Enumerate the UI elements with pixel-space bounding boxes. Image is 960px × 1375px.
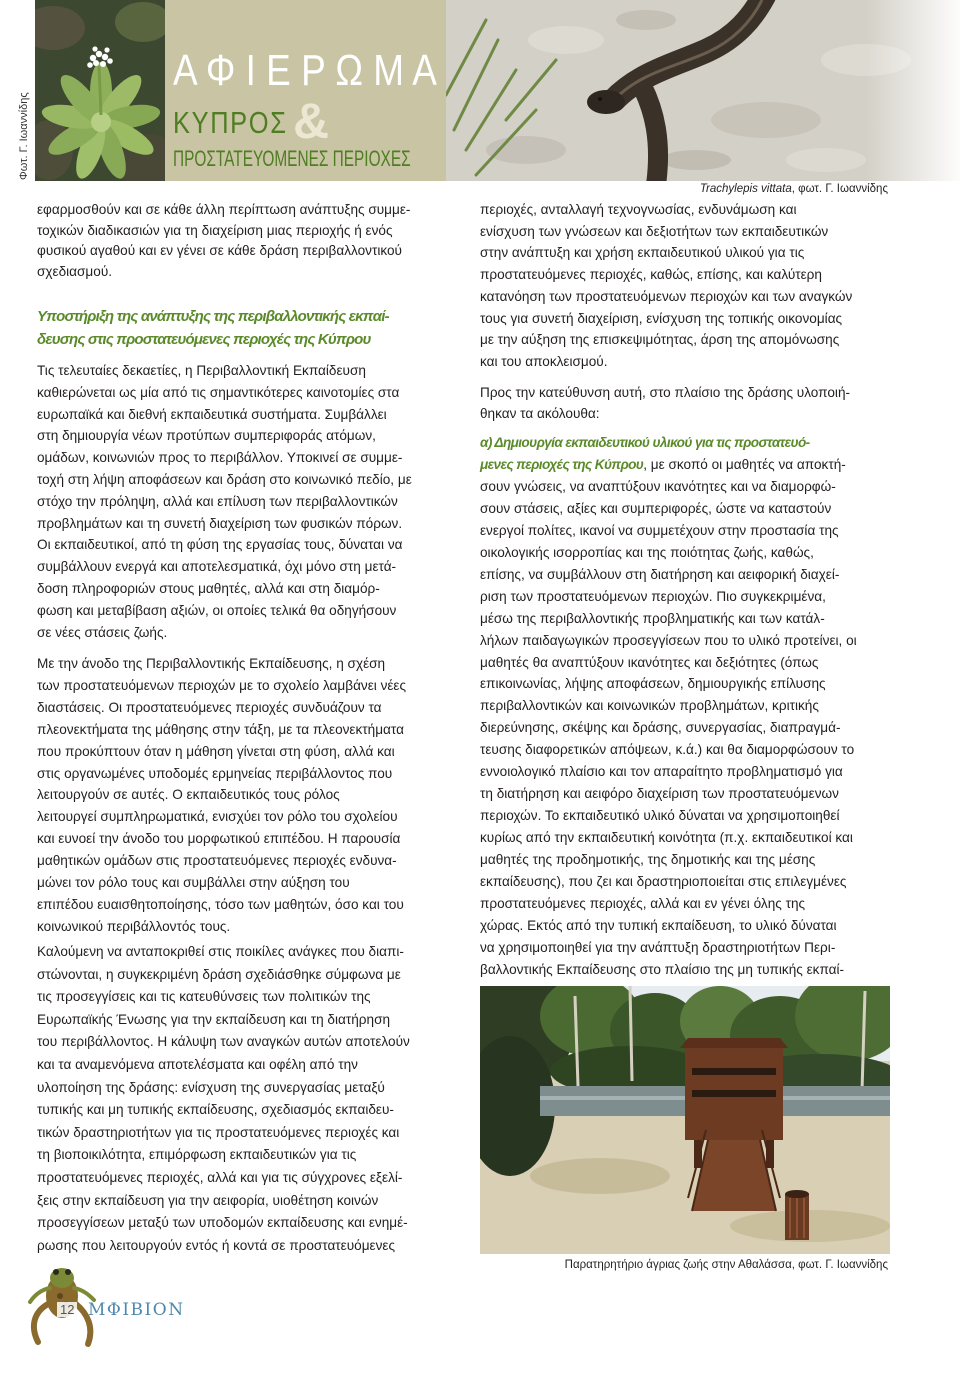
text-line: οικολογικής ισορροπίας και της ποιότητας ζωής, καθώς, [480,544,814,560]
text-line: ομάδων, κοινωνιών προς το περιβάλλον. Υποκινεί σε συμμε- [37,450,403,466]
text-line: στη δημιουργία νέων προτύπων συμπεριφοράς ατόμων, [37,428,376,444]
text-line: χώρας. Εκτός από την τυπική εκπαίδευση, το υλικό δύναται [480,917,837,933]
text-line: προβλημάτων και τη συνετή διαχείριση των φυσικών πόρων. [37,515,403,531]
text-line: και ευνοεί την άνοδο του μορφωτικού επιπέδου. Η παρουσία [37,831,401,847]
text-line: τη βιοποικιλότητα, επιμόρφωση εκπαιδευτικών για τις [37,1147,357,1163]
text-line: λειτουργούν σε αυτές. Ο εκπαιδευτικός τους ρόλος [37,787,340,803]
text-line: εννοιολογικό πλαίσιο και τον απαραίτητο προβληματισμό για [480,764,843,780]
skink-photo-caption [700,183,888,195]
text-line: μαθητικών ομάδων στις προστατευόμενες περιοχές ενδυνα- [37,853,397,869]
text-line: και τα αναμενόμενα αποτελέσματα και οφέλη από την [37,1056,358,1072]
text-line: περιβαλλοντικών και κοινωνικών προβλημάτων, κριτικής [480,698,819,714]
text-line: διερεύνησης, σκέψης και δράσης, συνεργασίας, διαπραγμά- [480,720,841,736]
text-line: βαλλοντικής Εκπαίδευσης στο πλαίσιο της μη τυπικής εκπαί- [480,961,845,977]
text-line: στις οργανωμένες υποδομές ερμηνείας περιβάλλοντος που [37,765,393,781]
plant-photo-credit: Φωτ. Γ. Ιωαννίδης [18,92,30,180]
text-line: στόχο την πρόληψη, αλλά και επίλυση των περιβαλλοντικών [37,493,398,509]
text-line: προσεγγίσεων μεταξύ των υποδομών εκπαίδευσης και ενημέ- [37,1215,408,1231]
text-line: με την αύξηση της επισκεψιμότητας, άρση της απομόνωσης [480,332,840,348]
text-line: Οι εκπαιδευτικοί, από τη φύση της εργασίας τους, δύναται να [37,537,403,553]
text-line: κυρίως από την εκπαιδευτική κοινότητα (π.χ. εκπαιδευτικοί και [480,830,853,846]
text-line: φωση και μεταβίβαση αξιών, οι οποίες τελικά θα οδηγήσουν [37,602,397,618]
paragraph-2 [37,653,447,938]
text-line: των προστατευόμενων περιοχών με το σχολείο λαμβάνει νέες [37,677,407,693]
text-line: τυπικής και μη τυπικής εκπαίδευσης, σχεδιασμός εκπαιδευ- [37,1102,394,1118]
text-line: επικοινωνίας, λήψης αποφάσεων, δημιουργικής επίλυσης [480,676,826,692]
text-line: σχεδιασμού. [37,263,113,279]
page-number: 12 [57,1302,77,1317]
text-line: μέσω της περιβαλλοντικής προβληματικής και των κατάλ- [480,610,825,626]
title-cyprus: ΚΥΠΡΟΣ [173,105,288,140]
text-line: εφαρμοσθούν και σε κάθε άλλη περίπτωση ανάπτυξης συμμε- [37,202,411,217]
text-line: ευρωπαϊκά και διεθνή εκπαιδευτικά συστήματα. Συμβάλλει [37,406,387,422]
section-title: Α Φ Ι Ε Ρ Ω Μ Α [173,46,437,95]
item-a-first-line-rest: , με σκοπό οι μαθητές να αποκτή- [643,456,846,472]
text-line: ξεις στην εκπαίδευση για την αειφορία, υιοθέτηση κοινών [37,1192,379,1208]
paragraph-3 [37,941,447,1257]
right-paragraph-1 [480,199,890,373]
text-line: που προκύπτουν όταν η μάθηση γίνεται στη φύση, αλλά και [37,743,395,759]
observatory-photo [480,986,890,1254]
text-line: στώνονται, η συγκεκριμένη δράση σχεδιάσθηκε σύμφωνα με [37,966,401,982]
text-line: δοση πληροφοριών στους μαθητές, αλλά και στη διαμόρ- [37,580,380,596]
text-line: σε νέες στάσεις ζωής. [37,624,168,640]
text-line: Με την άνοδο της Περιβαλλοντικής Εκπαίδευσης, η σχέση [37,656,386,671]
text-line: να χρησιμοποιηθεί για την ανάπτυξη δραστηριοτήτων Περι- [480,939,836,955]
text-line: στην ανάπτυξη και χρήση εκπαιδευτικού υλικού για τις [480,245,805,261]
text-line: φυσικού αγαθού και εν γένει σε κάθε δράση περιβαλλοντικού [37,243,402,259]
intro-paragraph [37,200,447,282]
text-line: ρωσης που λειτουργούν εντός ή κοντά σε προστατευόμενες [37,1237,396,1253]
text-line: μώνει τον ρόλο τους και συμβάλλει στην αύξηση του [37,875,350,891]
text-line: περιοχών. Το εκπαιδευτικό υλικό δύναται να χρησιμοποιηθεί [480,808,840,824]
text-line: τοχικών διαδικασιών για τη διαχείριση μιας περιοχής ή ενός [37,222,393,238]
text-line: ενίσχυση των γνώσεων και δεξιοτήτων των εκπαιδευτικών [480,223,829,239]
text-line: πλεονεκτήματα της μάθησης στην τάξη, με τα πλεονεκτήματα [37,721,404,737]
text-line: και του αποκλεισμού. [480,353,608,369]
text-line: θηκαν τα ακόλουθα: [480,406,600,421]
text-line: κατανόηση των προστατευόμενων περιοχών και των αναγκών [480,288,853,304]
text-line: Ευρωπαϊκής Ένωσης για την εκπαίδευση και τη διατήρηση [37,1011,391,1027]
item-a-heading-line [480,432,890,454]
trash-bin [785,1190,809,1240]
paragraph-1 [37,360,447,643]
item-a-body [480,476,890,981]
text-line: υλοποίηση της δράσης: ενίσχυση της συνεργασίας μεταξύ [37,1079,385,1095]
text-line: προστατευόμενες περιοχές, αλλά και εν γένει όλης της [480,896,806,912]
text-line: μαθητές της προδημοτικής, της δημοτικής και της μέσης [480,852,816,868]
text-line: συμβάλλουν ενεργά και αποτελεσματικά, όχι μόνο στη μετά- [37,559,397,575]
item-a-heading-line [480,454,890,476]
title-protected-areas: ΠΡΟΣΤΑΤΕΥΟΜΕΝΕΣ ΠΕΡΙΟΧΕΣ [173,146,411,171]
text-line: διαστάσεις. Οι προστατευόμενες περιοχές συνδυάζουν τα [37,699,382,715]
section-heading [37,305,447,351]
text-line: τη διατήρηση και αειφόρο διαχείριση των προστατευόμενων [480,786,839,802]
text-line: κοινωνικού περιβάλλοντός τους. [37,918,231,934]
text-line: ριση των προστατευόμενων περιοχών. Πιο συγκεκριμένα, [480,588,826,604]
text-line: περιοχές, ανταλλαγή τεχνογνωσίας, ενδυνάμωση και [480,202,797,217]
section-header [165,0,446,181]
text-line: ενεργοί πολίτες, ικανοί να συμμετέχουν στην προστασία της [480,522,839,538]
item-a [480,432,890,981]
text-line: τικών δραστηριοτήτων για τις προστατευόμενες περιοχές και [37,1124,400,1140]
text-line: τευσης διαφορετικών απόψεων, κ.ά.) και θα διαμορφώσουν το [480,742,855,758]
text-line: Καλούμενη να ανταποκριθεί στις ποικίλες ανάγκες που διαπι- [37,944,404,959]
caption-species: Trachylepis vittata [699,183,792,195]
plant-photo [35,0,165,181]
text-line: επίσης, να συμβάλλουν στη διατήρηση και αειφορική διαχεί- [480,566,840,582]
ampersand: & [293,93,330,149]
observatory-photo-caption: Παρατηρητήριο άγριας ζωής στην Αθαλάσσα, φωτ. Γ. Ιωαννίδης [564,1259,888,1271]
item-a-heading: α) Δημιουργία εκπαιδευτικού υλικού για τις προστατευό- [480,435,810,450]
text-line: σουν γνώσεις, να αναπτύξουν ικανότητες και να διαμορφώ- [480,478,836,494]
caption-credit: , φωτ. Γ. Ιωαννίδης [791,183,888,195]
item-a-heading-end: μενες περιοχές της Κύπρου [480,456,644,472]
text-line: σουν στάσεις, αξίες και συμπεριφορές, ώστε να καταστούν [480,500,832,516]
text-line: επιπέδου ευαισθητοποίησης, τόσο των μαθητών, όσο και του [37,896,404,912]
text-line: μαθητές θα αναπτύξουν ικανότητες και δεξιότητες (όπως [480,654,819,670]
text-line: Τις τελευταίες δεκαετίες, η Περιβαλλοντική Εκπαίδευση [37,363,366,378]
right-paragraph-2 [480,382,890,424]
text-line: εκπαίδευσης), που ζει και δραστηριοποιείται στις επιλεγμένες [480,874,847,890]
text-line: προστατευόμενες περιοχές, καθώς, επίσης, και καλύτερη [480,267,822,283]
text-line: τους για συνετή διαχείριση, ενίσχυση της τοπικής οικονομίας [480,310,843,326]
magazine-logo: ΜΦΙΒΙΟΝ [88,1300,185,1320]
text-line: Προς την κατεύθυνση αυτή, στο πλαίσιο της δράσης υλοποιή- [480,385,851,400]
text-line: δευσης στις προστατευόμενες περιοχές της Κύπρου [37,331,371,348]
text-line: καθιερώνεται ως μία από τις σημαντικότερες καινοτομίες στα [37,384,400,400]
text-line: Υποστήριξη της ανάπτυξης της περιβαλλοντικής εκπαί- [37,308,389,325]
text-line: λειτουργεί συμπληρωματικά, ενισχύει τον ρόλο του σχολείου [37,809,398,825]
text-line: λήλων παιδαγωγικών προσεγγίσεων που το υλικό προτείνει, οι [480,632,857,648]
text-line: τις προσεγγίσεις και τις κατευθύνσεις των πολιτικών της [37,989,371,1005]
text-line: του περιβάλλοντος. Η κάλυψη των αναγκών αυτών αποτελούν [37,1034,410,1050]
text-line: προστατευόμενες περιοχές, αλλά και για τις σύγχρονες εξελί- [37,1169,403,1185]
text-line: τοχή στη λήψη αποφάσεων και δράση στο κοινωνικό πεδίο, με [37,471,412,487]
skink-photo [446,0,960,181]
